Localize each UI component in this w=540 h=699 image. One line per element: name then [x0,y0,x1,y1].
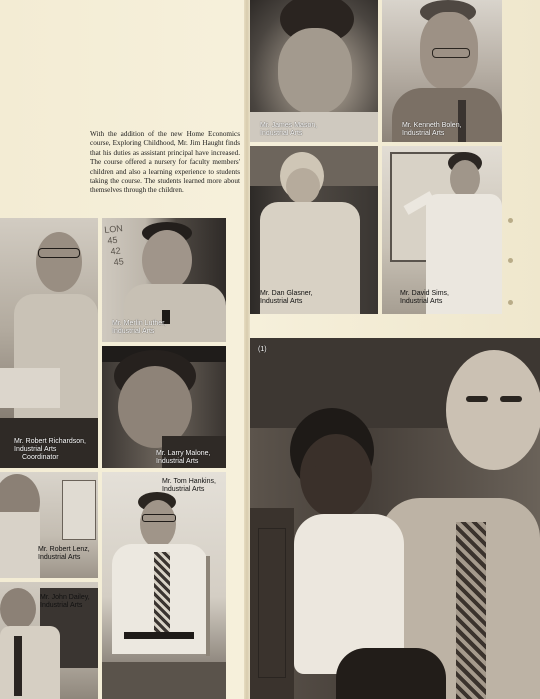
photo-number: (1) [258,346,267,353]
caption-malone: Mr. Larry Malone, Industrial Arts [156,450,211,465]
binding-dot [508,218,513,223]
photo-merlin-luther [102,218,226,342]
caption-mason: Mr. James Mason, Industrial Arts [260,122,318,137]
photo-robert-lenz [0,472,98,578]
photo-kenneth-bolen [382,0,502,142]
caption-glasner: Mr. Dan Glasner, Industrial Arts [260,290,313,305]
photo-larry-malone [102,346,226,468]
photo-haught-with-child [250,338,540,699]
caption-dailey: Mr. John Dailey, Industrial Arts [40,594,90,609]
chalkboard-writing: LON 45 42 45 [103,223,125,268]
photo-dan-glasner [250,146,378,314]
photo-tom-hankins [102,472,226,699]
caption-sims: Mr. David Sims, Industrial Arts [400,290,450,305]
binding-dot [508,258,513,263]
body-paragraph: With the addition of the new Home Economics course, Exploring Childhood, Mr. Jim Haught finds that his duties as assistant principal have increased. The course offered a nursery for faculty members' children and also a learning experience to students taking the course. The students learned more about themselves through the children. [90,130,240,195]
caption-bolen: Mr. Kenneth Bolen, Industrial Arts [402,122,462,137]
caption-richardson: Mr. Robert Richardson, Industrial Arts Coordinator [14,438,86,461]
caption-hankins: Mr. Tom Hankins, Industrial Arts [162,478,216,493]
photo-james-mason [250,0,378,142]
caption-lenz: Mr. Robert Lenz, Industrial Arts [38,546,90,561]
caption-luther: Mr. Merlin Luther, Industrial Arts [112,320,167,335]
photo-john-dailey [0,582,98,699]
photo-david-sims [382,146,502,314]
binding-dot [508,300,513,305]
photo-robert-richardson [0,218,98,468]
